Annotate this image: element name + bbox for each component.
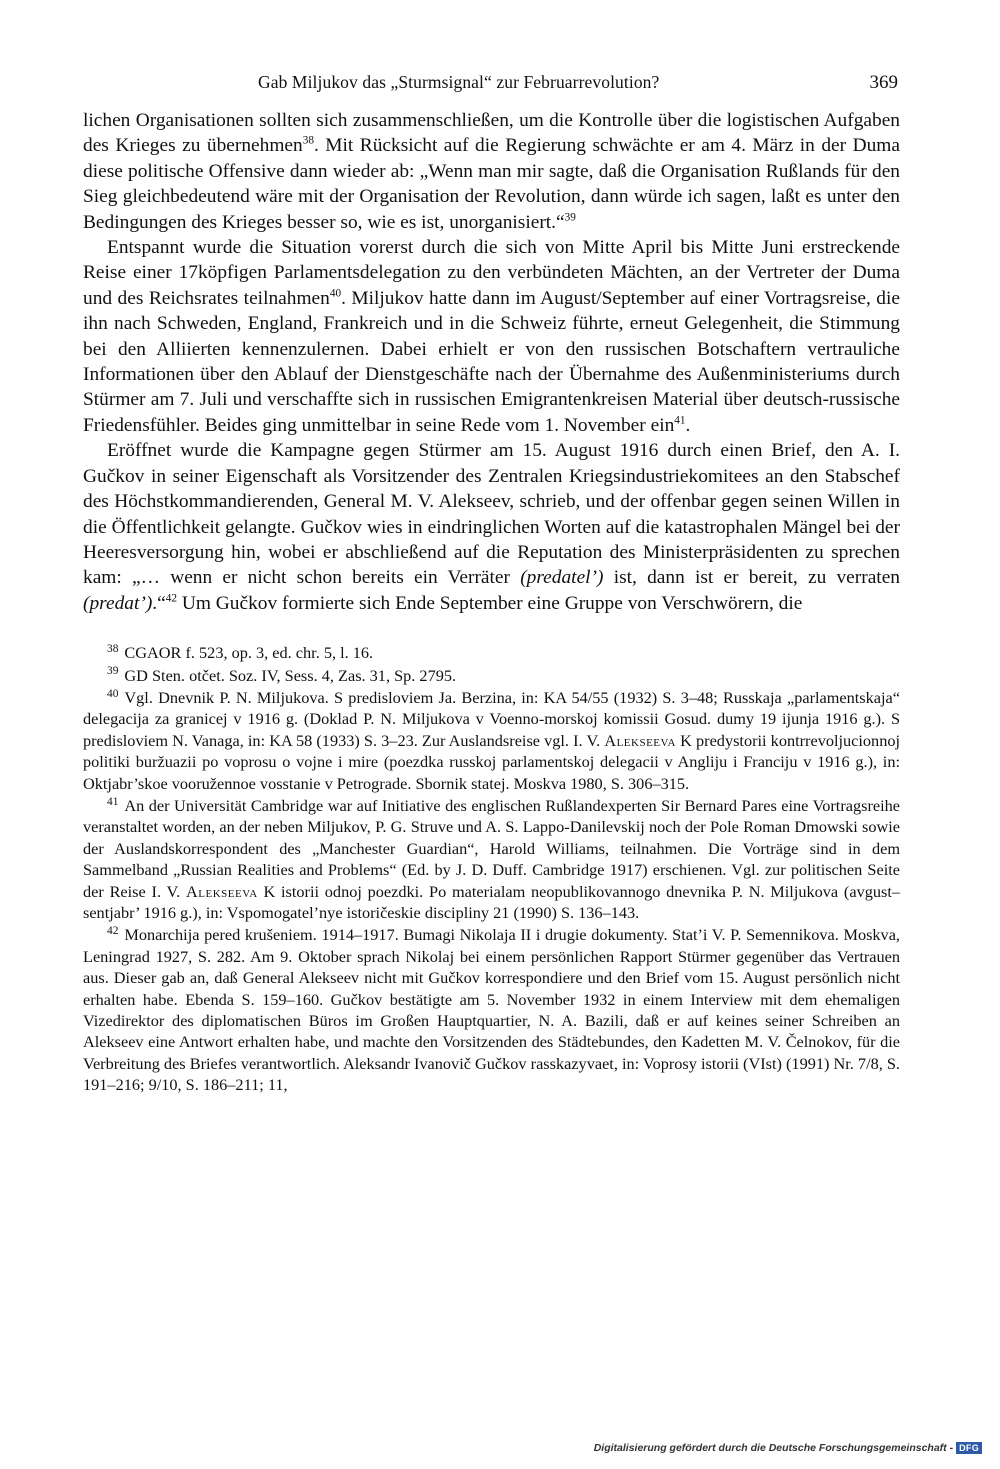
digitization-credit xyxy=(594,1442,982,1454)
footnote-text: Vgl. Dnevnik P. N. Miljukova. S predisloviem Ja. Berzina, in: KA 54/55 (1932) S. 3–48; Russkaja „parlamentskaja“ delegacija za granicej v 1916 g. (Doklad P. N. Miljukova v Voenno-morskoj komissii Gosud. dumy 19 ijunja 1916 g.). S predisloviem N. Vanaga, in: KA 58 (1933) S. 3–23. Zur Auslandsreise vgl. I. V. xyxy=(83,687,900,750)
text-run: Entspannt wurde die Situation vorerst durch die sich von Mitte April bis Mitte Juni erstreckende Reise einer 17köpfigen Parlamentsdelegation zu den verbündeten Mächten, an der Vertreter der Duma und des Reichsrates teilnahmen xyxy=(83,237,900,309)
footnote-number: 39 xyxy=(107,665,119,678)
paragraph-1 xyxy=(83,108,900,235)
footnote-40 xyxy=(83,687,900,794)
text-run: Eröffnet wurde die Kampagne gegen Stürmer am 15. August 1916 durch einen Brief, den A. I. Gučkov in seiner Eigenschaft als Vorsitzender des Zentralen Kriegsindustriekomitees an den Stabschef des Höchstkommandierenden, General M. V. Alekseev, schrieb, und der offenbar gegen seinen Willen in die Öffentlichkeit gelangte. Gučkov wies in eindringlichen Worten auf die katastrophalen Mängel bei der Heeresversorgung hin, wobei er abschließend auf die Reputation des Ministerpräsidenten zu sprechen kam: „… wenn er nicht schon bereits ein Verräter xyxy=(83,440,900,589)
footnote-text: GD Sten. otčet. Soz. IV, Sess. 4, Zas. 31, Sp. 2795. xyxy=(124,665,457,685)
text-run: lichen Organisationen sollten sich zusammenschließen, um die Kontrolle über die logistischen Aufgaben des Krieges zu übernehmen xyxy=(83,110,900,157)
footnote-number: 41 xyxy=(107,795,119,808)
text-run: . Miljukov hatte dann im August/September auf einer Vortragsreise, die ihn nach Schweden, England, Frankreich und in die Schweiz führte, erneut Gelegenheit, die Stimmung bei den Alliierten kennenzulernen. Dabei erhielt er von den russischen Botschaftern vertrauliche Informationen über den Ablauf der Dienstgeschäfte nach der Übernahme des Außenministeriums durch Stürmer am 7. Juli und verschaffte sich in russischen Emigrantenkreisen Material über deutsch-russische Friedensfühler. Beides ging unmittelbar in seine Rede vom 1. November ein xyxy=(83,287,900,436)
footnote-39 xyxy=(83,665,900,686)
paragraph-2 xyxy=(83,235,900,438)
italic-term: (predat’) xyxy=(83,592,153,614)
italic-term: (predatel’) xyxy=(520,567,604,589)
text-run: . xyxy=(685,414,691,436)
footnote-ref-42[interactable]: 42 xyxy=(165,592,177,605)
footnote-text: CGAOR f. 523, op. 3, ed. chr. 5, l. 16. xyxy=(124,643,374,663)
footnote-ref-38[interactable]: 38 xyxy=(302,134,314,147)
footnote-ref-40[interactable]: 40 xyxy=(329,287,342,300)
dfg-logo: DFG xyxy=(956,1442,982,1454)
page-number: 369 xyxy=(869,72,898,93)
footnote-38 xyxy=(83,642,900,663)
text-run: .“ xyxy=(152,592,166,614)
footnotes xyxy=(83,642,900,1096)
footnote-41 xyxy=(83,795,900,923)
footnote-number: 38 xyxy=(107,642,119,655)
footnote-ref-41[interactable]: 41 xyxy=(674,414,686,427)
paragraph-3 xyxy=(83,438,900,616)
author-name: Alekseeva xyxy=(186,881,258,901)
main-text xyxy=(83,108,900,616)
footnote-number: 42 xyxy=(107,924,119,937)
book-page xyxy=(83,72,900,1097)
footnote-text: K predystorii kontrrevoljucionnoj politiki buržuazii po voprosu o vojne i mire (poezdka russkoj parlamentskoj delegacii v Angliju i Franciju v 1916 g.), in: Oktjabr’skoe vooružennoe vosstanie v Petrograde. Sbornik statej. Moskva 1980, S. 306–315. xyxy=(83,730,901,793)
author-name: Alekseeva xyxy=(604,730,676,750)
text-run: ist, dann ist er bereit, zu verraten xyxy=(603,567,901,589)
footnote-42 xyxy=(83,924,900,1095)
footnote-text: An der Universität Cambridge war auf Initiative des englischen Rußlandexperten Sir Bernard Pares eine Vortragsreihe veranstaltet worden, an der neben Miljukov, P. G. Struve und A. S. Lappo-Danilevskij noch der Pole Roman Dmowski sowie der Auslandskorrespondent des „Manchester Guardian“, Harold Williams, teilnahmen. Die Vorträge sind in dem Sammelband „Russian Realities and Problems“ (Ed. by J. D. Duff. Cambridge 1917) erschienen. Vgl. zur politischen Seite der Reise I. V. xyxy=(83,795,900,901)
credit-text: Digitalisierung gefördert durch die Deutsche Forschungsgemeinschaft - xyxy=(593,1442,954,1454)
footnote-text: K istorii odnoj poezdki. Po materialam neopublikovannogo dnevnika P. N. Miljukova (avgust–sentjabr’ 1916 g.), in: Vspomogatel’nye istoričeskie discipliny 21 (1990) S. 136–143. xyxy=(83,881,900,922)
running-title: Gab Miljukov das „Sturmsignal“ zur Februarrevolution? xyxy=(258,72,660,92)
running-head xyxy=(83,72,900,108)
footnote-number: 40 xyxy=(107,687,119,700)
footnote-text: Monarchija pered krušeniem. 1914–1917. Bumagi Nikolaja II i drugie dokumenty. Stat’i V. P. Semennikova. Moskva, Leningrad 1927, S. 282. Am 9. Oktober sprach Nikolaj bei einem persönlichen Rapport Stürmer gegenüber das Vertrauen aus. Dieser gab an, daß General Alekseev nicht mit Gučkov korrespondiere und den Brief vom 15. August persönlich nicht erhalten habe. Ebenda S. 159–160. Gučkov bestätigte am 5. November 1932 in einem Interview mit dem ehemaligen Vizedirektor des diplomatischen Büros im Großen Hauptquartier, N. A. Bazili, daß er auf keines seiner Schreiben an Alekseev eine Antwort erhalten habe, und machte den Vorsitzenden des Städtebundes, den Kadetten M. V. Čelnokov, für die Verbreitung des Briefes verantwortlich. Aleksandr Ivanovič Gučkov rasskazyvaet, in: Voprosy istorii (VIst) (1991) Nr. 7/8, S. 191–216; 9/10, S. 186–211; 11, xyxy=(83,925,900,1095)
text-run: . Mit Rücksicht auf die Regierung schwächte er am 4. März in der Duma diese politische Offensive dann wieder ab: „Wenn man mir sagte, daß die Organisation Rußlands für den Sieg gleichbedeutend wäre mit der Organisation der Revolution, dann würde ich sagen, laßt es unter den Bedingungen des Krieges besser so, wie es ist, unorganisiert.“ xyxy=(83,135,900,233)
footnote-ref-39[interactable]: 39 xyxy=(564,211,576,224)
text-run: Um Gučkov formierte sich Ende September eine Gruppe von Verschwörern, die xyxy=(177,592,803,614)
